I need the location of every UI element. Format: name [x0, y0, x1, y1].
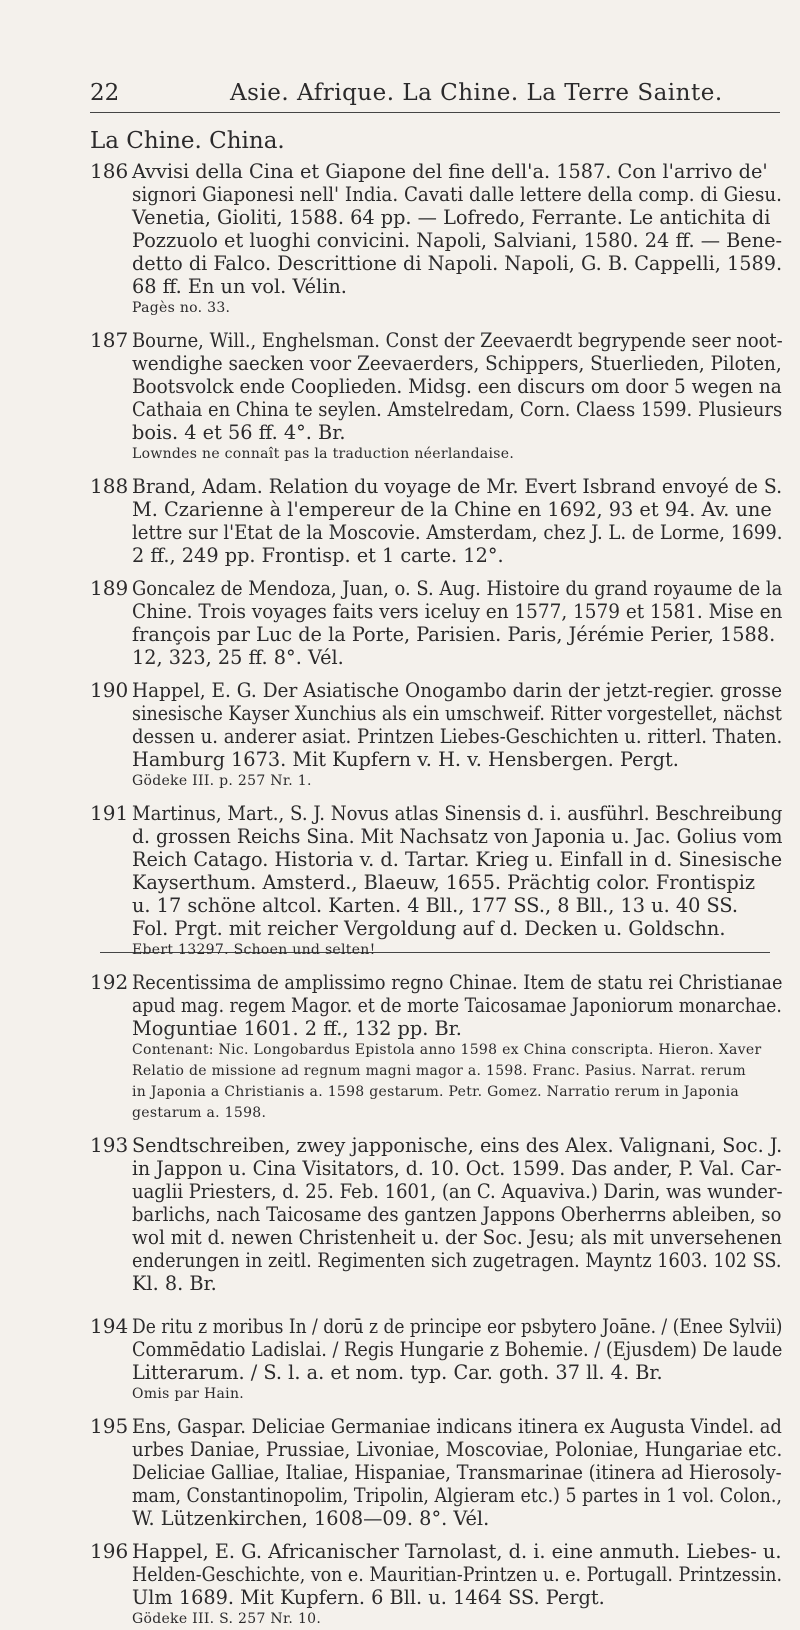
entry-line: 2 ff., 249 pp. Frontisp. et 1 carte. 12°.	[132, 544, 504, 567]
entry-line: Brand, Adam. Relation du voyage de Mr. Evert Isbrand envoyé de S.	[132, 475, 783, 498]
entry-number: 187	[90, 328, 129, 352]
entry-note: Contenant: Nic. Longobardus Epistola anno 1598 ex China conscripta. Hieron. Xaver	[132, 1042, 762, 1058]
entry-line: Helden-Geschichte, von e. Mauritian-Printzen u. e. Portugall. Printzessin.	[132, 1563, 783, 1586]
entry-body	[132, 577, 782, 669]
entry-line: bois. 4 et 56 ff. 4°. Br.	[132, 421, 346, 444]
entry-body	[132, 329, 782, 465]
entry-body	[132, 1134, 782, 1295]
entry-number: 194	[90, 1314, 129, 1338]
entry-line: Pozzuolo et luoghi convicini. Napoli, Salviani, 1580. 24 ff. — Bene-	[132, 229, 783, 252]
entry-note: in Japonia a Christianis a. 1598 gestarum. Petr. Gomez. Narratio rerum in Japonia	[132, 1084, 740, 1100]
entry-body	[132, 679, 782, 792]
entry-line: barlichs, nach Taicosame des gantzen Jappons Oberherrns ableiben, so	[132, 1203, 782, 1226]
entry-note: gestarum a. 1598.	[132, 1105, 267, 1121]
entry-line: detto di Falco. Descrittione di Napoli. Napoli, G. B. Cappelli, 1589.	[132, 252, 783, 275]
entry-line: in Jappon u. Cina Visitators, d. 10. Oct. 1599. Das ander, P. Val. Car-	[132, 1157, 782, 1180]
entry-line: Happel, E. G. Africanischer Tarnolast, d. i. eine anmuth. Liebes- u.	[132, 1540, 782, 1563]
entry-line: françois par Luc de la Porte, Parisien. Paris, Jérémie Perier, 1588.	[132, 623, 776, 646]
entry-line: Goncalez de Mendoza, Juan, o. S. Aug. Histoire du grand royaume de la	[132, 577, 783, 600]
entry-line: W. Lützenkirchen, 1608—09. 8°. Vél.	[132, 1507, 490, 1530]
entry-note: Pagès no. 33.	[132, 300, 231, 316]
entry-number: 191	[90, 801, 129, 825]
entry-line: Ulm 1689. Mit Kupfern. 6 Bll. u. 1464 SS. Pergt.	[132, 1586, 605, 1609]
entry-body	[132, 475, 782, 567]
entry-line: d. grossen Reichs Sina. Mit Nachsatz von Japonia u. Jac. Golius vom	[132, 825, 783, 848]
entry-line: lettre sur l'Etat de la Moscovie. Amsterdam, chez J. L. de Lorme, 1699.	[132, 521, 783, 544]
entry-line: Cathaia en China te seylen. Amstelredam, Corn. Claess 1599. Plusieurs	[132, 398, 783, 421]
entry-line: Avvisi della Cina et Giapone del fine dell'a. 1587. Con l'arrivo de'	[132, 160, 768, 183]
entry-line: u. 17 schöne altcol. Karten. 4 Bll., 177 SS., 8 Bll., 13 u. 40 SS.	[132, 894, 739, 917]
entry-number: 195	[90, 1414, 129, 1438]
entry-line: wol mit d. newen Christenheit u. der Soc. Jesu; als mit unversehenen	[132, 1226, 782, 1249]
header-rule	[90, 112, 780, 113]
entry-note: Gödeke III. S. 257 Nr. 10.	[132, 1611, 322, 1627]
entry-note: Relatio de missione ad regnum magni magor a. 1598. Franc. Pasius. Narrat. rerum	[132, 1063, 746, 1079]
entry-line: 68 ff. En un vol. Vélin.	[132, 275, 347, 298]
entry-number: 186	[90, 159, 129, 183]
entry-line: Recentissima de amplissimo regno Chinae. Item de statu rei Christianae	[132, 971, 783, 994]
entry-line: urbes Daniae, Prussiae, Livoniae, Moscoviae, Poloniae, Hungariae etc.	[132, 1438, 783, 1461]
entry-line: M. Czarienne à l'empereur de la Chine en 1692, 93 et 94. Av. une	[132, 498, 772, 521]
entry-line: signori Giaponesi nell' India. Cavati dalle lettere della comp. di Giesu.	[132, 183, 782, 206]
entry-line: dessen u. anderer asiat. Printzen Liebes-Geschichten u. ritterl. Thaten.	[132, 725, 783, 748]
entry-line: Deliciae Galliae, Italiae, Hispaniae, Transmarinae (itinera ad Hierosoly-	[132, 1461, 782, 1484]
entry-number: 188	[90, 474, 129, 498]
entry-line: Martinus, Mart., S. J. Novus atlas Sinensis d. i. ausführl. Beschreibung	[132, 802, 783, 825]
running-title: Asie. Afrique. La Chine. La Terre Sainte.	[230, 80, 723, 106]
entry-body	[132, 160, 782, 319]
entry-number: 192	[90, 970, 129, 994]
entry-line: Bourne, Will., Enghelsman. Const der Zeevaerdt begrypende seer noot-	[132, 329, 783, 352]
entry-line: mam, Constantinopolim, Tripolin, Algieram etc.) 5 partes in 1 vol. Colon.,	[132, 1484, 782, 1507]
entry-line: Bootsvolck ende Cooplieden. Midsg. een discurs om door 5 wegen na	[132, 375, 782, 398]
entry-line: Sendtschreiben, zwey japponische, eins des Alex. Valignani, Soc. J.	[132, 1134, 783, 1157]
entry-line: apud mag. regem Magor. et de morte Taicosamae Japoniorum monarchae.	[132, 994, 782, 1017]
entry-line: wendighe saecken voor Zeevaerders, Schippers, Stuerlieden, Piloten,	[132, 352, 782, 375]
entry-note: Gödeke III. p. 257 Nr. 1.	[132, 773, 312, 789]
entry-line: Commēdatio Ladislai. / Regis Hungarie z Bohemie. / (Ejusdem) De laude	[132, 1338, 783, 1361]
entry-body	[132, 1540, 782, 1630]
entry-number: 190	[90, 678, 129, 702]
entry-line: Reich Catago. Historia v. d. Tartar. Krieg u. Einfall in d. Sinesische	[132, 848, 783, 871]
section-title: La Chine. China.	[90, 128, 285, 154]
page-number: 22	[90, 80, 120, 106]
entry-note: Lowndes ne connaît pas la traduction néerlandaise.	[132, 446, 515, 462]
entry-line: Hamburg 1673. Mit Kupfern v. H. v. Hensbergen. Pergt.	[132, 748, 679, 771]
entry-line: 12, 323, 25 ff. 8°. Vél.	[132, 646, 344, 669]
entry-line: Ens, Gaspar. Deliciae Germaniae indicans itinera ex Augusta Vindel. ad	[132, 1415, 782, 1438]
entry-number: 193	[90, 1133, 129, 1157]
entry-line: Kayserthum. Amsterd., Blaeuw, 1655. Prächtig color. Frontispiz	[132, 871, 756, 894]
entry-line: sinesische Kayser Xunchius als ein umschweif. Ritter vorgestellet, nächst	[132, 702, 782, 725]
entry-line: Happel, E. G. Der Asiatische Onogambo darin der jetzt-regier. grosse	[132, 679, 783, 702]
entry-number: 196	[90, 1539, 129, 1563]
entry-body	[132, 1415, 782, 1530]
entry-body	[132, 802, 782, 961]
entry-line: Chine. Trois voyages faits vers iceluy en 1577, 1579 et 1581. Mise en	[132, 600, 783, 623]
entry-line: De ritu z moribus In / dorū z de principe eor psbytero Joāne. / (Enee Sylvii)	[132, 1315, 783, 1338]
entry-body	[132, 1315, 782, 1405]
entry-line: Moguntiae 1601. 2 ff., 132 pp. Br.	[132, 1017, 462, 1040]
entry-line: uaglii Priesters, d. 25. Feb. 1601, (an C. Aquaviva.) Darin, was wunder-	[132, 1180, 783, 1203]
entry-line: Litterarum. / S. l. a. et nom. typ. Car. goth. 37 ll. 4. Br.	[132, 1361, 663, 1384]
entry-line: Kl. 8. Br.	[132, 1272, 217, 1295]
entry-body	[132, 971, 782, 1124]
entry-line: Venetia, Gioliti, 1588. 64 pp. — Lofredo, Ferrante. Le antichita di	[132, 206, 771, 229]
entry-note: Ebert 13297. Schoen und selten!	[132, 942, 376, 958]
entry-line: enderungen in zeitl. Regimenten sich zugetragen. Mayntz 1603. 102 SS.	[132, 1249, 782, 1272]
entry-number: 189	[90, 576, 129, 600]
entry-note: Omis par Hain.	[132, 1386, 245, 1402]
entry-line: Fol. Prgt. mit reicher Vergoldung auf d. Decken u. Goldschn.	[132, 917, 726, 940]
